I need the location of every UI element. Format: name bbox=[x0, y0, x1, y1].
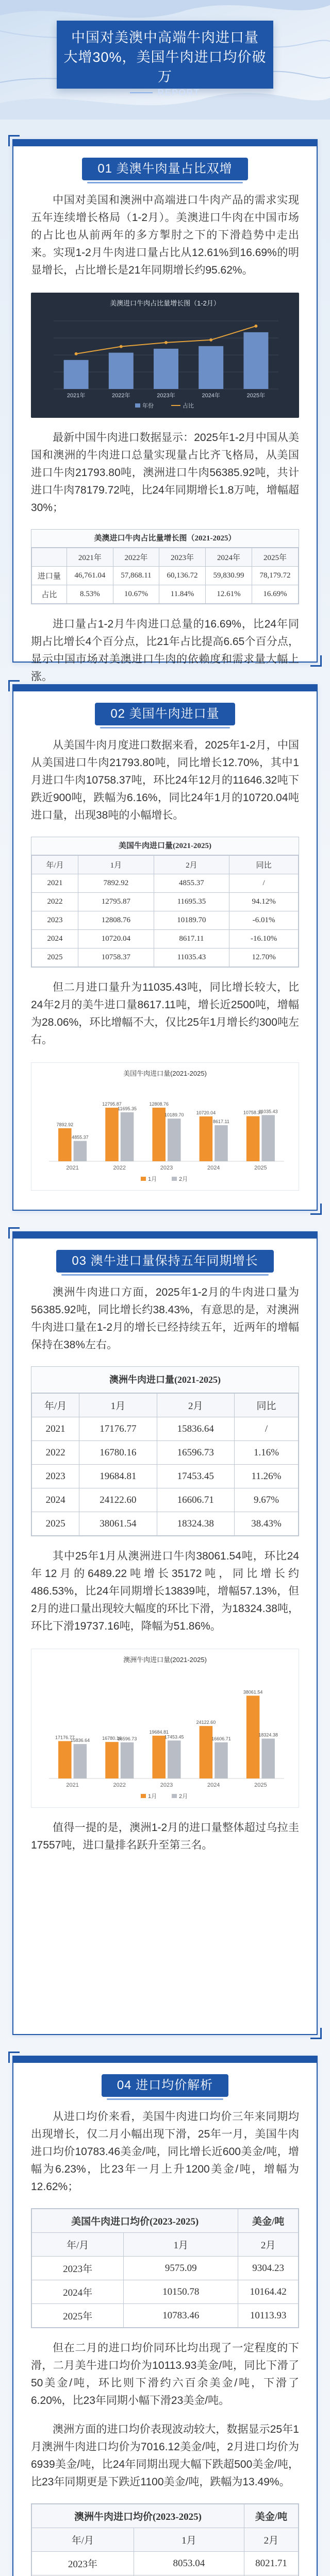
hero-banner bbox=[0, 0, 330, 120]
au-import-bar-chart bbox=[39, 1667, 294, 1801]
table-cell: 60,136.72 bbox=[159, 567, 206, 585]
corner-ornament bbox=[8, 680, 20, 691]
section-3-chart bbox=[31, 1649, 299, 1808]
import-bar bbox=[261, 1739, 275, 1778]
table-header-row bbox=[32, 2528, 299, 2552]
table-cell: 2023 bbox=[32, 1465, 79, 1488]
x-tick-label: 2021 bbox=[66, 1782, 79, 1788]
table-header-cell: 1月 bbox=[79, 1394, 157, 1417]
data-label: 10720.04 bbox=[196, 1110, 216, 1115]
title-box bbox=[57, 21, 273, 97]
table-cell: 11.84% bbox=[159, 585, 206, 604]
share-point bbox=[120, 345, 123, 348]
table-cell: 1.16% bbox=[234, 1441, 298, 1465]
data-label: 10189.70 bbox=[164, 1112, 184, 1118]
import-bar bbox=[105, 1108, 119, 1161]
table-cell: 8.53% bbox=[67, 585, 113, 604]
data-label: 12795.87 bbox=[102, 1101, 122, 1107]
table-row bbox=[32, 585, 299, 604]
table-row bbox=[32, 1512, 299, 1536]
table-unit: 美金/吨 bbox=[238, 2209, 299, 2233]
table-header-cell: 2022年 bbox=[113, 548, 159, 567]
table-cell: 9575.09 bbox=[124, 2257, 238, 2280]
import-bar bbox=[121, 1742, 134, 1778]
corner-ornament bbox=[310, 2028, 322, 2039]
section-4-para-2: 但在二月的进口均价同环比均出现了一定程度的下滑，二月美牛进口均价为10113.93美金/吨，同比下滑了50美金/吨，环比则下滑约六百余美金/吨，下滑了6.20%，比23年同期小幅下滑23美金/吨。 bbox=[31, 2342, 299, 2406]
table-cell: 2022 bbox=[32, 893, 78, 911]
table-cell: -6.01% bbox=[229, 911, 299, 930]
table-cell: 2024 bbox=[32, 1488, 79, 1512]
table-cell: 12.61% bbox=[206, 585, 252, 604]
import-bar bbox=[152, 1108, 166, 1161]
table-header-cell bbox=[32, 548, 67, 567]
share-bar bbox=[64, 360, 89, 389]
x-tick-label: 2022 bbox=[113, 1782, 126, 1788]
legend-label: 2月 bbox=[179, 1176, 188, 1182]
data-label: 16780.16 bbox=[102, 1736, 122, 1741]
section-4-para-3: 澳洲方面的进口均价表现波动较大，数据显示25年1月澳洲牛肉进口均价为7016.12美金/吨，2月进口均价为6939美金/吨，比24年同期出现大幅下跌超500美金/吨，比23年同期更是下跌近1100美金/吨，跌幅为13.49%。 bbox=[31, 2424, 299, 2488]
section-1-card bbox=[12, 139, 318, 683]
table-cell: 16596.73 bbox=[157, 1441, 234, 1465]
legend-swatch bbox=[141, 1177, 146, 1181]
share-bar bbox=[109, 353, 134, 389]
x-tick-label: 2024年 bbox=[202, 393, 220, 399]
data-label: 38061.54 bbox=[243, 1689, 263, 1695]
table-header-row bbox=[32, 856, 299, 874]
legend-swatch bbox=[141, 1794, 146, 1798]
table-row bbox=[32, 948, 299, 967]
report-rule bbox=[130, 92, 153, 93]
x-tick-label: 2022 bbox=[113, 1165, 126, 1171]
data-label: 4855.37 bbox=[72, 1134, 89, 1140]
title-line-1: 中国对美澳中高端牛肉进口量 bbox=[71, 30, 259, 45]
table-header-cell: 2月 bbox=[238, 2233, 299, 2257]
import-bar bbox=[200, 1726, 213, 1778]
table-cell: 10113.93 bbox=[238, 2304, 299, 2328]
table-unit: 美金/吨 bbox=[244, 2504, 298, 2528]
x-tick-label: 2023年 bbox=[157, 393, 175, 399]
legend-swatch bbox=[135, 403, 140, 408]
table-cell: 进口量 bbox=[32, 567, 67, 585]
table-header-cell: 1月 bbox=[124, 2233, 238, 2257]
import-bar bbox=[74, 1141, 87, 1161]
table-cell: 9304.23 bbox=[238, 2257, 299, 2280]
data-label: 7892.92 bbox=[56, 1122, 74, 1127]
corner-ornament bbox=[8, 135, 20, 146]
table-header-row bbox=[32, 548, 299, 567]
table-cell: 12795.87 bbox=[78, 893, 154, 911]
share-table bbox=[31, 548, 299, 604]
import-bar bbox=[58, 1741, 72, 1778]
share-point bbox=[164, 341, 168, 344]
table-header-cell: 同比 bbox=[229, 856, 299, 874]
table-header-cell: 2023年 bbox=[159, 548, 206, 567]
table-cell: 2025年 bbox=[32, 2304, 124, 2328]
table-cell: 15836.64 bbox=[157, 1417, 234, 1441]
share-bar bbox=[243, 332, 268, 389]
table-row bbox=[32, 1441, 299, 1465]
import-bar bbox=[261, 1115, 275, 1161]
x-tick-label: 2024 bbox=[207, 1165, 220, 1171]
import-bar bbox=[200, 1116, 213, 1161]
table-cell: 8617.11 bbox=[154, 930, 229, 948]
share-bar bbox=[199, 346, 223, 389]
data-label: 11695.35 bbox=[118, 1106, 137, 1111]
table-cell: 4855.37 bbox=[154, 874, 229, 893]
table-header-cell: 1月 bbox=[78, 856, 154, 874]
table-header-cell: 年/月 bbox=[32, 2528, 134, 2552]
table-cell: 7892.92 bbox=[78, 874, 154, 893]
import-bar bbox=[74, 1744, 87, 1778]
au-price-table bbox=[31, 2504, 299, 2576]
report-text: REPORT bbox=[157, 88, 201, 97]
data-label: 17453.45 bbox=[164, 1734, 184, 1740]
table-cell: 16.69% bbox=[252, 585, 299, 604]
x-tick-label: 2021 bbox=[66, 1165, 79, 1171]
section-1-chart bbox=[31, 293, 299, 418]
table-cell: 10.67% bbox=[113, 585, 159, 604]
section-4-para-1: 从进口均价来看，美国牛肉进口均价三年来同期均出现增长，仅二月小幅出现下滑，25年一月，美国牛肉进口均价10783.46美金/吨，同比增长近600美金/吨，增幅为6.23%，比23年一月上升1200美金/吨，增幅为12.62%； bbox=[31, 2111, 299, 2193]
data-label: 24122.60 bbox=[196, 1720, 216, 1725]
table-cell: 10758.37 bbox=[78, 948, 154, 967]
table-caption: 美国牛肉进口量(2021-2025) bbox=[31, 837, 299, 855]
table-cell: 59,830.99 bbox=[206, 567, 252, 585]
x-tick-label: 2024 bbox=[207, 1782, 220, 1788]
table-cell: 11035.43 bbox=[154, 948, 229, 967]
table-row bbox=[32, 2280, 299, 2304]
import-bar bbox=[152, 1736, 166, 1778]
data-label: 16606.71 bbox=[211, 1736, 231, 1741]
table-caption-row bbox=[32, 2504, 299, 2528]
section-2-title: 02 美国牛肉进口量 bbox=[95, 703, 235, 725]
x-tick-label: 2023 bbox=[160, 1165, 173, 1171]
table-cell: 2025 bbox=[32, 1512, 79, 1536]
section-2-para-1: 从美国牛肉月度进口数据来看，2025年1-2月，中国从美国进口牛肉21793.80吨，同比增长12.70%，其中1月进口牛肉10758.37吨，环比24年12月的11646.32吨下跌近900吨，跌幅为6.16%，同比24年1月的10720.04吨进口量，出现38吨的小幅增长。 bbox=[31, 739, 299, 821]
import-bar bbox=[105, 1742, 119, 1778]
import-bar bbox=[168, 1740, 181, 1778]
table-row bbox=[32, 1488, 299, 1512]
share-bar-line-chart bbox=[38, 311, 294, 412]
data-label: 12808.76 bbox=[149, 1101, 169, 1107]
table-cell: 78,179.72 bbox=[252, 567, 299, 585]
table-cell: / bbox=[234, 1417, 298, 1441]
us-import-table bbox=[31, 855, 299, 967]
table-cell: 8021.71 bbox=[244, 2552, 298, 2575]
table-header-cell: 2024年 bbox=[206, 548, 252, 567]
table-row bbox=[32, 1465, 299, 1488]
section-3-para-1: 澳洲牛肉进口方面，2025年1-2月的牛肉进口量为56385.92吨，同比增长约38.43%，有意思的是，对澳洲牛肉进口量在1-2月的增长已经持续五年，近两年的增幅保持在38%左右。 bbox=[31, 1286, 299, 1351]
table-cell: 2024年 bbox=[32, 2280, 124, 2304]
data-label: 11035.43 bbox=[258, 1109, 278, 1114]
table-row bbox=[32, 2552, 299, 2575]
table-cell: 10720.04 bbox=[78, 930, 154, 948]
data-label: 8617.11 bbox=[213, 1118, 229, 1124]
table-cell: 10189.70 bbox=[154, 911, 229, 930]
section-4-title: 04 进口均价解析 bbox=[102, 2074, 228, 2097]
table-cell: 94.12% bbox=[229, 893, 299, 911]
table-header-cell: 年/月 bbox=[32, 1394, 79, 1417]
data-label: 10758.37 bbox=[243, 1110, 263, 1115]
table-cell: 17176.77 bbox=[79, 1417, 157, 1441]
title-line-2: 大增30%，美国牛肉进口均价破万 bbox=[63, 49, 267, 84]
x-tick-label: 2022年 bbox=[112, 393, 130, 399]
table-row bbox=[32, 2257, 299, 2280]
table-cell: 8053.04 bbox=[134, 2552, 244, 2575]
table-caption-row bbox=[32, 2209, 299, 2233]
table-header-cell: 2021年 bbox=[67, 548, 113, 567]
table-cell: 11.26% bbox=[234, 1465, 298, 1488]
share-point bbox=[75, 352, 78, 355]
table-row bbox=[32, 2304, 299, 2328]
import-bar bbox=[58, 1128, 72, 1161]
us-price-table bbox=[31, 2209, 299, 2328]
table-cell: 16606.71 bbox=[157, 1488, 234, 1512]
legend-label: 年份 bbox=[142, 403, 154, 409]
table-cell: 19684.81 bbox=[79, 1465, 157, 1488]
section-3-title: 03 澳牛进口量保持五年同期增长 bbox=[56, 1250, 273, 1273]
table-cell: 2025 bbox=[32, 948, 78, 967]
section-1-table bbox=[31, 529, 299, 604]
table-header-row bbox=[32, 1394, 299, 1417]
chart-title: 美国牛肉进口量(2021-2025) bbox=[123, 1070, 207, 1077]
table-cell: 11695.35 bbox=[154, 893, 229, 911]
corner-ornament bbox=[8, 1227, 20, 1239]
import-bar bbox=[168, 1118, 181, 1161]
table-header-cell: 2025年 bbox=[252, 548, 299, 567]
table-caption: 澳洲牛肉进口均价(2023-2025) bbox=[32, 2504, 244, 2528]
table-cell: 57,868.11 bbox=[113, 567, 159, 585]
table-cell: 2021 bbox=[32, 1417, 79, 1441]
table-cell: 10164.42 bbox=[238, 2280, 299, 2304]
share-point bbox=[254, 325, 257, 328]
table-caption: 美国牛肉进口均价(2023-2025) bbox=[32, 2209, 238, 2233]
table-cell: 9.67% bbox=[234, 1488, 298, 1512]
section-4-table-1 bbox=[31, 2208, 299, 2328]
au-import-table bbox=[31, 1393, 299, 1536]
import-bar bbox=[121, 1112, 134, 1161]
table-cell: 38061.54 bbox=[79, 1512, 157, 1536]
table-caption: 美澳进口牛肉占比量增长图（2021-2025） bbox=[31, 530, 299, 548]
table-cell: 24122.60 bbox=[79, 1488, 157, 1512]
table-header-cell: 2月 bbox=[244, 2528, 298, 2552]
table-cell: 18324.38 bbox=[157, 1512, 234, 1536]
table-cell: 2021 bbox=[32, 874, 78, 893]
legend-label: 占比 bbox=[183, 403, 194, 409]
table-cell: / bbox=[229, 874, 299, 893]
table-cell: 16780.16 bbox=[79, 1441, 157, 1465]
data-label: 15836.64 bbox=[70, 1738, 90, 1743]
table-header-cell: 1月 bbox=[134, 2528, 244, 2552]
corner-ornament bbox=[8, 2052, 20, 2063]
chart-title: 澳洲牛肉进口量(2021-2025) bbox=[123, 1656, 207, 1664]
share-bar bbox=[154, 349, 178, 389]
data-label: 16596.73 bbox=[117, 1736, 137, 1741]
share-point bbox=[209, 338, 212, 342]
table-row bbox=[32, 874, 299, 893]
table-cell: 2023 bbox=[32, 911, 78, 930]
import-bar bbox=[246, 1696, 260, 1778]
data-label: 18324.38 bbox=[258, 1732, 278, 1738]
table-cell: 12808.76 bbox=[78, 911, 154, 930]
import-bar bbox=[214, 1125, 228, 1161]
table-cell: 10150.78 bbox=[124, 2280, 238, 2304]
x-tick-label: 2023 bbox=[160, 1782, 173, 1788]
section-2-table bbox=[31, 837, 299, 968]
section-4-card bbox=[12, 2056, 318, 2576]
section-1-para-2: 最新中国牛肉进口数据显示：2025年1-2月中国从美国和澳洲的牛肉进口总量实现量占比齐飞格局，从美国进口牛肉21793.80吨，澳洲进口牛肉56385.92吨，共计进口牛肉78179.72吨，比24年同期增长1.8万吨，增幅超30%； bbox=[31, 432, 299, 514]
chart-title: 美澳进口牛肉占比量增长图（1-2月） bbox=[110, 299, 220, 307]
table-cell: 12.70% bbox=[229, 948, 299, 967]
table-header-row bbox=[32, 2233, 299, 2257]
section-2-card bbox=[12, 684, 318, 1211]
section-3-para-3: 值得一提的是，澳洲1-2月的进口量整体超过乌拉圭17557吨，进口量排名跃升至第三名。 bbox=[31, 1822, 299, 1851]
corner-ornament bbox=[310, 1204, 322, 1215]
table-cell: 46,761.04 bbox=[67, 567, 113, 585]
x-tick-label: 2025年 bbox=[246, 393, 266, 399]
section-3-card bbox=[12, 1231, 318, 2035]
table-row bbox=[32, 1417, 299, 1441]
section-1-para-3: 进口量占1-2月牛肉进口总量的16.69%，比24年同期占比增长4个百分点，比21年占比提高6.65个百分点，显示中国市场对美澳进口牛肉的依赖度和需求量大幅上涨。 bbox=[31, 618, 299, 683]
x-tick-label: 2025 bbox=[254, 1165, 267, 1171]
us-import-bar-chart bbox=[39, 1081, 294, 1184]
section-2-chart bbox=[31, 1062, 299, 1191]
legend-label: 2月 bbox=[179, 1793, 188, 1800]
table-header-cell: 年/月 bbox=[32, 2233, 124, 2257]
import-bar bbox=[246, 1116, 260, 1161]
section-2-para-2: 但二月进口量升为11035.43吨，同比增长较大，比24年2月的美牛进口量8617.11吨，增长近2500吨，增幅为28.06%，环比增幅不大，仅比25年1月增长约300吨左右。 bbox=[31, 981, 299, 1046]
table-cell: 2023年 bbox=[32, 2257, 124, 2280]
legend-label: 1月 bbox=[148, 1793, 157, 1800]
corner-ornament bbox=[310, 655, 322, 667]
section-4-table-2 bbox=[31, 2503, 299, 2576]
table-row bbox=[32, 930, 299, 948]
table-caption: 澳洲牛肉进口量(2021-2025) bbox=[31, 1367, 299, 1393]
table-cell: 2023年 bbox=[32, 2552, 134, 2575]
legend-swatch bbox=[172, 1177, 177, 1181]
table-header-cell: 2月 bbox=[157, 1394, 234, 1417]
table-cell: 38.43% bbox=[234, 1512, 298, 1536]
report-label bbox=[57, 88, 273, 98]
section-3-table bbox=[31, 1366, 299, 1536]
table-cell: 2022 bbox=[32, 1441, 79, 1465]
section-3-para-2: 其中25年1月从澳洲进口牛肉38061.54吨，环比24年12月的6489.22吨增长35172吨，同比增长约486.53%，比24年同期增长13839吨，增幅57.13%，但2月的进口量出现较大幅度的环比下滑，为18324.38吨，环比下滑19737.16吨，降幅为51.86%。 bbox=[31, 1550, 299, 1632]
data-label: 17176.77 bbox=[55, 1735, 75, 1740]
table-header-cell: 2月 bbox=[154, 856, 229, 874]
legend-swatch bbox=[172, 1794, 177, 1798]
table-cell: 占比 bbox=[32, 585, 67, 604]
x-tick-label: 2025 bbox=[254, 1782, 267, 1788]
section-1-title: 01 美澳牛肉量占比双增 bbox=[82, 158, 248, 180]
table-row bbox=[32, 911, 299, 930]
table-cell: -16.10% bbox=[229, 930, 299, 948]
table-cell: 2024 bbox=[32, 930, 78, 948]
import-bar bbox=[214, 1742, 228, 1778]
legend-label: 1月 bbox=[148, 1176, 157, 1182]
section-1-para-1: 中国对美国和澳洲中高端进口牛肉产品的需求实现五年连续增长格局（1-2月）。美澳进口牛肉在中国市场的占比也从前两年的多方掣肘之下的下滑趋势中走出来。实现1-2月牛肉进口量占比从12.61%到16.69%的明显增长，占比增长是21年同期增长约95.62%。 bbox=[31, 194, 299, 276]
table-cell: 17453.45 bbox=[157, 1465, 234, 1488]
table-row bbox=[32, 893, 299, 911]
table-cell: 10783.46 bbox=[124, 2304, 238, 2328]
table-header-cell: 同比 bbox=[234, 1394, 298, 1417]
table-header-cell: 年/月 bbox=[32, 856, 78, 874]
table-row bbox=[32, 567, 299, 585]
x-tick-label: 2021年 bbox=[67, 393, 86, 399]
data-label: 19684.81 bbox=[149, 1729, 169, 1735]
